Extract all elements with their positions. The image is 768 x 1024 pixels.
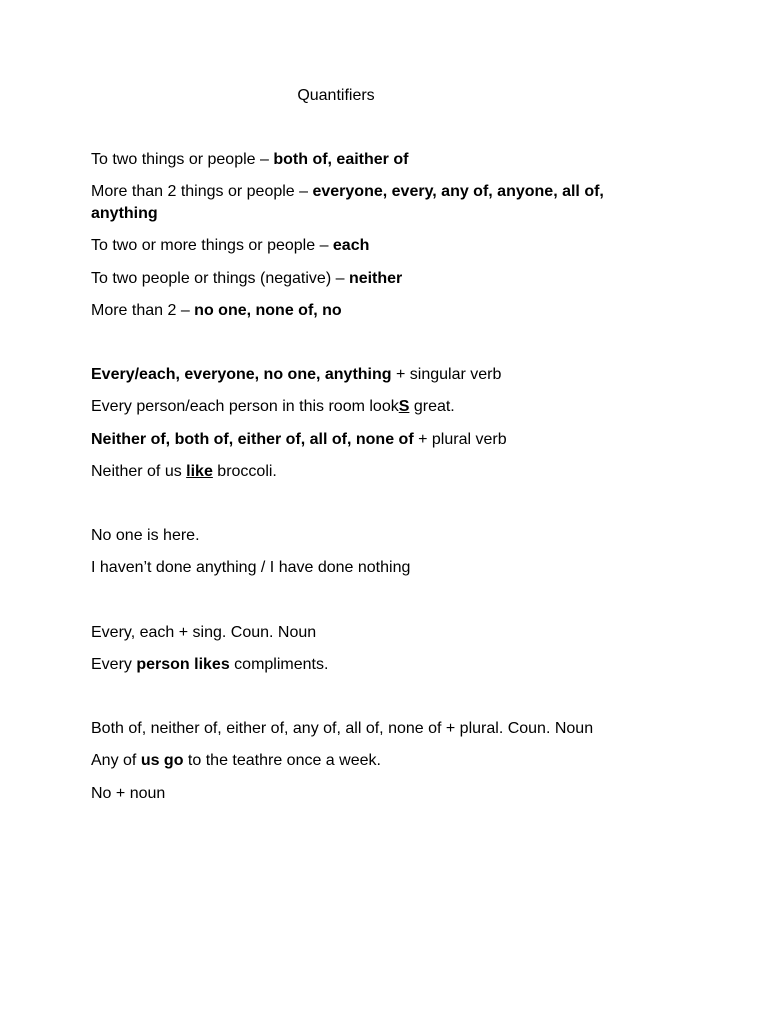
text-line	[91, 149, 651, 171]
line-bold-text: no one, none of, no	[194, 302, 342, 319]
line-bold-text: both of, eaither of	[273, 151, 409, 168]
text-line: Every, each + sing. Coun. Noun	[91, 624, 317, 641]
text-line	[91, 181, 651, 225]
line-text: Every	[91, 656, 137, 673]
line-text: To two people or things (negative) –	[91, 270, 349, 287]
line-text: To two things or people –	[91, 151, 274, 168]
line-bold-text: Neither of, both of, either of, all of, none of	[91, 431, 414, 448]
text-line	[91, 364, 651, 386]
text-line	[91, 750, 651, 772]
text-line	[91, 461, 651, 483]
line-bold-text: us go	[140, 752, 184, 769]
line-bold-text: Every/each, everyone, no one, anything	[91, 366, 392, 383]
line-text: To two or more things or people –	[91, 237, 333, 254]
line-text: Any of	[91, 752, 141, 769]
text-line	[91, 300, 651, 322]
line-text: compliments.	[229, 656, 329, 673]
line-text: More than 2 things or people –	[91, 183, 313, 200]
line-text: broccoli.	[212, 463, 277, 480]
text-line	[91, 268, 651, 290]
line-text: Neither of us	[91, 463, 187, 480]
line-bold-text: everyone, every, any of, anyone, all of, anything	[91, 183, 604, 222]
line-text: + plural verb	[413, 431, 507, 448]
line-text: great.	[409, 398, 455, 415]
text-line	[91, 396, 651, 418]
document-title: Quantifiers	[297, 87, 375, 104]
text-line: No one is here.	[91, 527, 200, 544]
line-bold-text: person likes	[136, 656, 230, 673]
line-text: More than 2 –	[91, 302, 195, 319]
text-line: Both of, neither of, either of, any of, all of, none of + plural. Coun. Noun	[91, 720, 594, 737]
line-underlined-text: S	[398, 398, 410, 415]
text-line	[91, 654, 651, 676]
line-text: to the teathre once a week.	[183, 752, 381, 769]
text-line: No + noun	[91, 785, 166, 802]
line-bold-text: each	[332, 237, 370, 254]
line-text: Every person/each person in this room look	[91, 398, 399, 415]
line-bold-text: neither	[348, 270, 403, 287]
line-underlined-text: like	[186, 463, 213, 480]
line-text: + singular verb	[391, 366, 502, 383]
text-line	[91, 235, 651, 257]
text-line: I haven’t done anything / I have done nothing	[91, 559, 411, 576]
text-line	[91, 429, 651, 451]
